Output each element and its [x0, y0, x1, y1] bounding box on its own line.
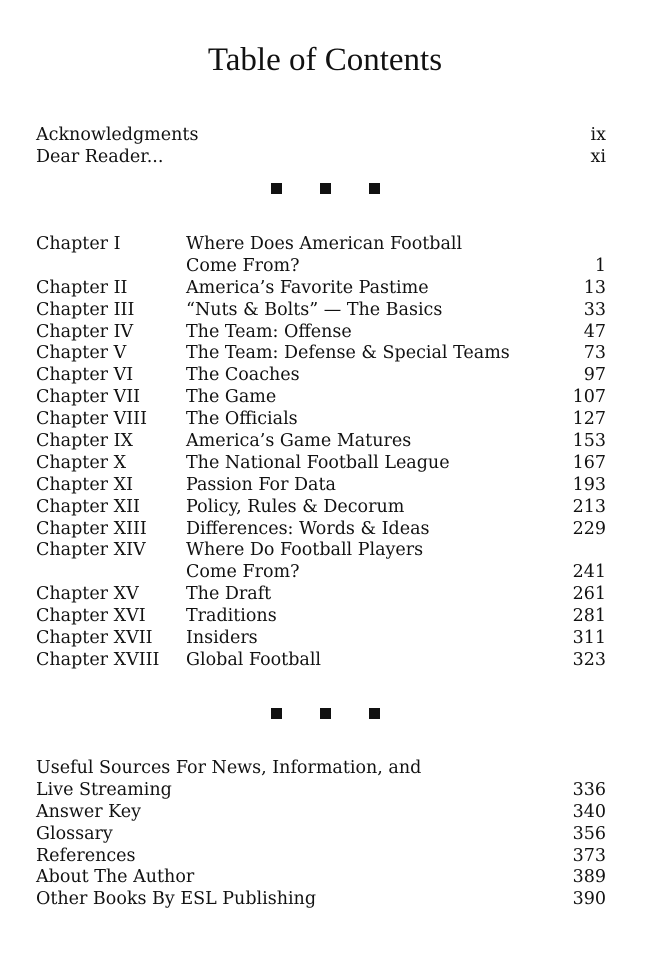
chapter-entry [36, 584, 606, 606]
chapter-entry [36, 300, 606, 322]
entry-label: Glossary [36, 823, 113, 844]
chapter-page: 241 [572, 562, 606, 583]
entry-label: Other Books By ESL Publishing [36, 889, 317, 910]
chapter-title: Passion For Data [186, 474, 336, 495]
toc-entry [36, 824, 606, 846]
chapter-number: Chapter XIII [36, 518, 147, 539]
entry-label: Answer Key [36, 801, 141, 822]
chapter-page: 33 [583, 299, 606, 320]
chapter-entry [36, 409, 606, 431]
square-bullet-icon [320, 708, 331, 719]
chapter-number: Chapter I [36, 234, 121, 254]
entry-page: 340 [572, 801, 606, 822]
chapter-entry [36, 278, 606, 300]
chapter-title: Come From? [186, 255, 300, 276]
chapter-page: 1 [594, 255, 606, 276]
toc-entry [36, 889, 606, 911]
entry-page: ix [590, 125, 606, 145]
entry-label: References [36, 845, 136, 866]
chapter-entry [36, 234, 606, 256]
chapter-page: 323 [572, 649, 606, 670]
entry-page: 389 [572, 867, 606, 888]
chapter-title: “Nuts & Bolts” — The Basics [186, 299, 443, 320]
chapter-entry [36, 343, 606, 365]
toc-entry [36, 867, 606, 889]
entry-label: Dear Reader... [36, 146, 164, 167]
chapter-title: The Team: Defense & Special Teams [186, 343, 510, 364]
chapter-entry [36, 628, 606, 650]
chapter-title: The Coaches [186, 365, 300, 386]
chapter-number: Chapter V [36, 343, 127, 364]
square-bullet-icon [320, 183, 331, 194]
chapter-page: 281 [572, 606, 606, 627]
chapter-page: 97 [583, 365, 606, 386]
chapter-page: 153 [572, 431, 606, 452]
chapter-entry [36, 650, 606, 672]
chapter-number: Chapter XV [36, 584, 139, 605]
chapter-entry [36, 519, 606, 541]
chapter-title: Policy, Rules & Decorum [186, 496, 405, 517]
chapter-page: 107 [572, 387, 606, 408]
toc-entry [36, 147, 606, 169]
chapter-page: 13 [583, 277, 606, 298]
toc-entry [36, 802, 606, 824]
chapter-title: The National Football League [186, 452, 450, 473]
chapter-entry [36, 322, 606, 344]
chapter-title: Differences: Words & Ideas [186, 518, 430, 539]
square-bullet-icon [369, 183, 380, 194]
chapter-number: Chapter XVIII [36, 649, 160, 670]
chapter-entry [36, 365, 606, 387]
chapter-entry [36, 431, 606, 453]
entry-page: 373 [572, 845, 606, 866]
chapter-number: Chapter IX [36, 431, 133, 452]
chapter-title: Where Do Football Players [186, 540, 424, 561]
toc-entry [36, 125, 606, 147]
chapter-number: Chapter XI [36, 474, 133, 495]
chapter-title: Traditions [186, 606, 277, 627]
chapter-number: Chapter XII [36, 496, 140, 517]
chapter-title: The Draft [186, 584, 272, 605]
chapter-title: The Officials [186, 409, 298, 430]
chapter-number: Chapter IV [36, 321, 134, 342]
chapter-title: Global Football [186, 649, 322, 670]
toc-entry [36, 758, 606, 780]
chapter-page: 127 [572, 409, 606, 430]
chapter-page: 73 [583, 343, 606, 364]
chapter-entry [36, 256, 606, 278]
chapter-title: Come From? [186, 562, 300, 583]
chapter-page: 261 [572, 584, 606, 605]
chapter-page: 47 [583, 321, 606, 342]
square-bullet-icon [271, 183, 282, 194]
chapter-title: The Team: Offense [186, 321, 352, 342]
chapter-title: Where Does American Football [186, 234, 463, 254]
chapter-page: 229 [572, 518, 606, 539]
chapter-number: Chapter VII [36, 387, 141, 408]
chapter-page: 213 [572, 496, 606, 517]
chapter-title: America’s Game Matures [186, 431, 412, 452]
section-divider [0, 183, 650, 195]
entry-page: 356 [572, 823, 606, 844]
square-bullet-icon [369, 708, 380, 719]
chapter-number: Chapter X [36, 452, 127, 473]
chapter-entry [36, 562, 606, 584]
chapter-title: The Game [186, 387, 277, 408]
chapter-entry [36, 387, 606, 409]
chapter-title: America’s Favorite Pastime [186, 277, 429, 298]
square-bullet-icon [271, 708, 282, 719]
entry-label: Useful Sources For News, Information, and [36, 758, 422, 778]
entry-label: Acknowledgments [36, 125, 199, 145]
chapter-entry [36, 540, 606, 562]
entry-page: 336 [572, 779, 606, 800]
chapter-entry [36, 475, 606, 497]
chapters-section [36, 234, 606, 672]
chapter-number: Chapter XIV [36, 540, 146, 561]
back-matter-section [36, 758, 606, 911]
chapter-page: 193 [572, 474, 606, 495]
chapter-entry [36, 497, 606, 519]
chapter-number: Chapter XVII [36, 628, 153, 649]
chapter-number: Chapter XVI [36, 606, 146, 627]
section-divider [0, 708, 650, 720]
entry-page: xi [590, 146, 606, 167]
entry-label: About The Author [36, 867, 195, 888]
front-matter-section [36, 125, 606, 169]
chapter-entry [36, 453, 606, 475]
chapter-page: 167 [572, 452, 606, 473]
entry-page: 390 [572, 889, 606, 910]
entry-label: Live Streaming [36, 779, 172, 800]
chapter-page: 311 [572, 628, 606, 649]
chapter-title: Insiders [186, 628, 258, 649]
page-title: Table of Contents [207, 42, 443, 78]
chapter-number: Chapter VIII [36, 409, 147, 430]
chapter-entry [36, 606, 606, 628]
chapter-number: Chapter VI [36, 365, 134, 386]
chapter-number: Chapter III [36, 299, 135, 320]
chapter-number: Chapter II [36, 277, 128, 298]
toc-entry [36, 846, 606, 868]
toc-entry [36, 780, 606, 802]
